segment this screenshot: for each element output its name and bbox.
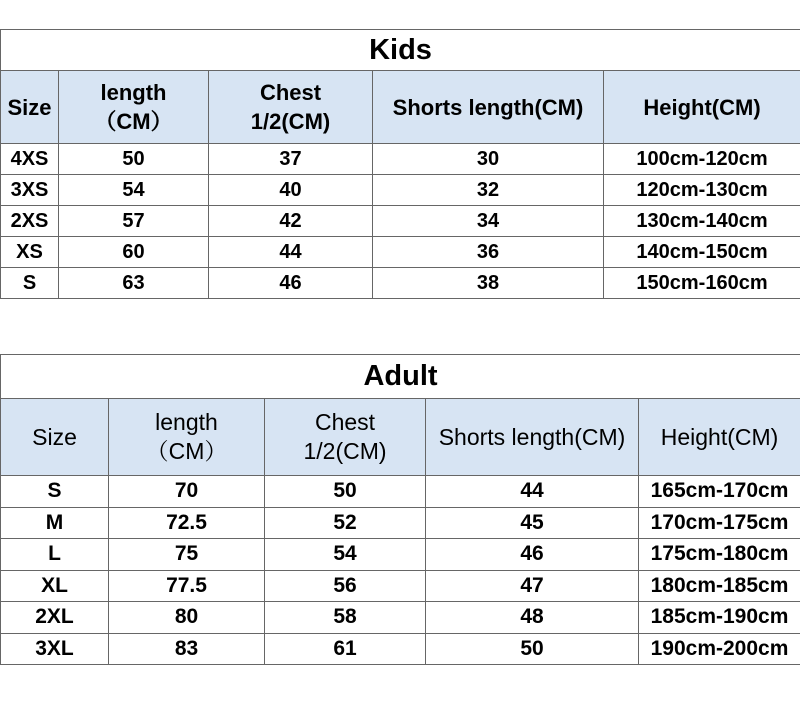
length-cell: 60	[59, 237, 209, 268]
table-row	[1, 539, 800, 571]
kids-header-chest-unit: 1/2(CM)	[250, 109, 331, 134]
length-cell: 77.5	[109, 570, 265, 602]
adult-size-table	[0, 354, 800, 665]
table-row	[1, 507, 800, 539]
table-row	[1, 602, 800, 634]
height-cell: 170cm-175cm	[639, 507, 800, 539]
adult-header-size	[1, 399, 109, 476]
kids-header-row	[1, 71, 800, 144]
adult-header-chest-label: Chest	[314, 409, 376, 435]
size-cell: 2XL	[1, 602, 109, 634]
adult-header-chest-unit: 1/2(CM)	[303, 438, 387, 464]
shorts-length-cell: 50	[426, 633, 639, 665]
kids-header-chest	[209, 71, 373, 144]
size-cell: 3XS	[1, 175, 59, 206]
length-cell: 75	[109, 539, 265, 571]
shorts-length-cell: 32	[373, 175, 604, 206]
adult-header-shorts-length	[426, 399, 639, 476]
table-row	[1, 206, 800, 237]
adult-header-height-label: Height(CM)	[660, 423, 779, 450]
table-row	[1, 570, 800, 602]
length-cell: 54	[59, 175, 209, 206]
adult-title-row	[1, 355, 800, 399]
size-cell: M	[1, 507, 109, 539]
adult-header-height	[639, 399, 800, 476]
adult-header-length	[109, 399, 265, 476]
shorts-length-cell: 36	[373, 237, 604, 268]
kids-header-shorts-label: Shorts length(CM)	[392, 94, 584, 120]
size-cell: S	[1, 268, 59, 299]
kids-header-size	[1, 71, 59, 144]
adult-header-length-label: length	[155, 409, 218, 435]
chest-cell: 58	[265, 602, 426, 634]
kids-header-length	[59, 71, 209, 144]
shorts-length-cell: 34	[373, 206, 604, 237]
height-cell: 165cm-170cm	[639, 476, 800, 508]
table-row	[1, 476, 800, 508]
kids-header-length-label: length	[100, 80, 167, 105]
adult-header-chest	[265, 399, 426, 476]
length-cell: 63	[59, 268, 209, 299]
size-cell: 4XS	[1, 144, 59, 175]
chest-cell: 46	[209, 268, 373, 299]
chest-cell: 61	[265, 633, 426, 665]
chest-cell: 44	[209, 237, 373, 268]
adult-header-row	[1, 399, 800, 476]
size-cell: S	[1, 476, 109, 508]
kids-header-shorts-length	[373, 71, 604, 144]
chest-cell: 56	[265, 570, 426, 602]
shorts-length-cell: 46	[426, 539, 639, 571]
kids-title-row	[1, 30, 800, 71]
adult-table-title: Adult	[1, 355, 800, 399]
length-cell: 72.5	[109, 507, 265, 539]
length-cell: 80	[109, 602, 265, 634]
size-cell: L	[1, 539, 109, 571]
height-cell: 140cm-150cm	[604, 237, 800, 268]
kids-header-size-label: Size	[7, 94, 52, 120]
adult-header-length-unit: （CM）	[145, 438, 228, 464]
length-cell: 50	[59, 144, 209, 175]
height-cell: 130cm-140cm	[604, 206, 800, 237]
kids-header-chest-label: Chest	[259, 80, 322, 105]
size-cell: XS	[1, 237, 59, 268]
height-cell: 175cm-180cm	[639, 539, 800, 571]
size-cell: 2XS	[1, 206, 59, 237]
shorts-length-cell: 47	[426, 570, 639, 602]
kids-size-table	[0, 29, 800, 299]
chest-cell: 40	[209, 175, 373, 206]
shorts-length-cell: 30	[373, 144, 604, 175]
chest-cell: 42	[209, 206, 373, 237]
kids-header-height	[604, 71, 800, 144]
chest-cell: 52	[265, 507, 426, 539]
adult-header-shorts-label: Shorts length(CM)	[438, 423, 626, 450]
height-cell: 120cm-130cm	[604, 175, 800, 206]
shorts-length-cell: 48	[426, 602, 639, 634]
adult-header-size-label: Size	[32, 423, 77, 450]
length-cell: 57	[59, 206, 209, 237]
shorts-length-cell: 38	[373, 268, 604, 299]
shorts-length-cell: 44	[426, 476, 639, 508]
height-cell: 180cm-185cm	[639, 570, 800, 602]
chest-cell: 37	[209, 144, 373, 175]
table-row	[1, 237, 800, 268]
height-cell: 100cm-120cm	[604, 144, 800, 175]
chest-cell: 50	[265, 476, 426, 508]
table-row	[1, 175, 800, 206]
kids-table-title: Kids	[1, 30, 800, 71]
size-cell: 3XL	[1, 633, 109, 665]
kids-header-length-unit: （CM）	[94, 109, 173, 134]
height-cell: 190cm-200cm	[639, 633, 800, 665]
chest-cell: 54	[265, 539, 426, 571]
length-cell: 83	[109, 633, 265, 665]
length-cell: 70	[109, 476, 265, 508]
table-row	[1, 144, 800, 175]
kids-header-height-label: Height(CM)	[643, 94, 761, 120]
height-cell: 185cm-190cm	[639, 602, 800, 634]
table-row	[1, 633, 800, 665]
size-cell: XL	[1, 570, 109, 602]
height-cell: 150cm-160cm	[604, 268, 800, 299]
shorts-length-cell: 45	[426, 507, 639, 539]
table-row	[1, 268, 800, 299]
